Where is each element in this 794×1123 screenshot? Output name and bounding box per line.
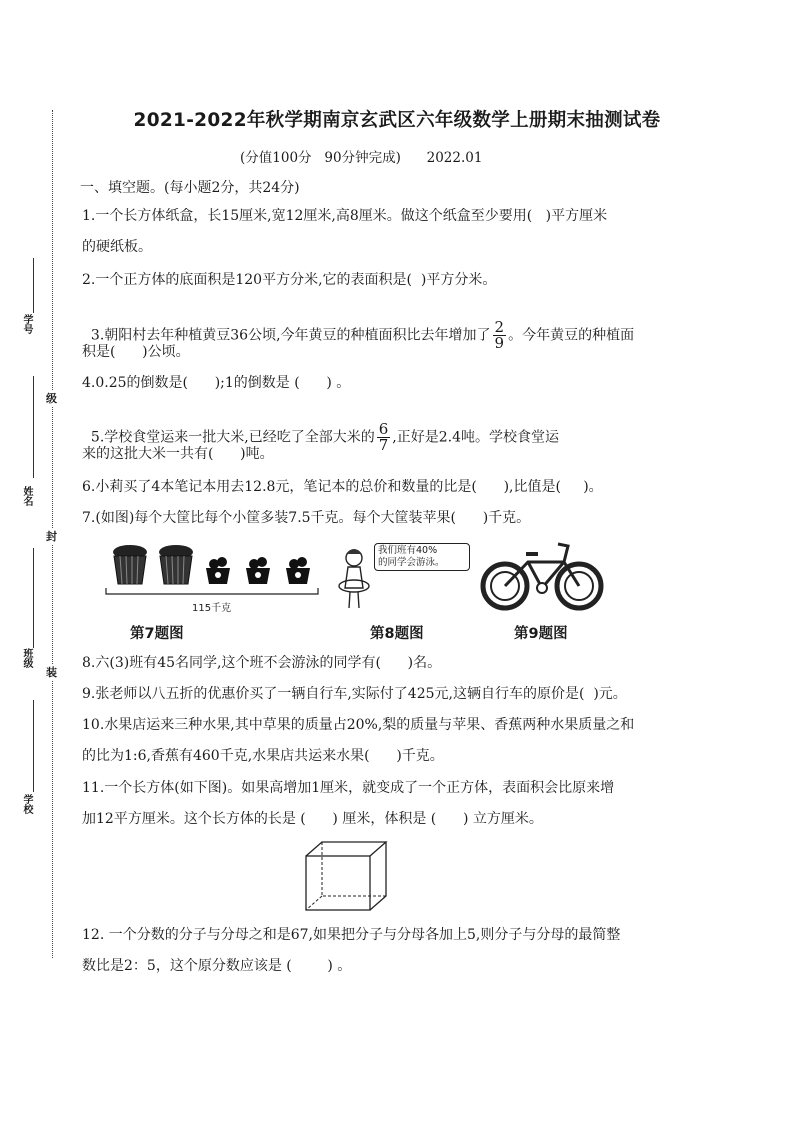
name-underline	[33, 376, 34, 478]
question-6: 6.小莉买了4本笔记本用去12.8元，笔记本的总价和数量的比是( ),比值是( )。	[82, 479, 603, 495]
figure-7-weight-label: 115千克	[192, 603, 232, 614]
question-5-text-before: 5.学校食堂运来一批大米,已经吃了全部大米的	[90, 429, 375, 446]
name-label: 姓名	[21, 486, 32, 506]
question-3-fraction	[493, 320, 507, 351]
question-1-line-1: 1.一个长方体纸盒，长15厘米,宽12厘米,高8厘米。做这个纸盒至少要用( )平方厘米	[82, 208, 608, 224]
question-3-text-before: 3.朝阳村去年种植黄豆36公顷,今年黄豆的种植面积比去年增加了	[90, 327, 491, 344]
small-basket-icon	[246, 557, 270, 584]
fraction-numerator: 2	[494, 318, 505, 336]
question-12-line-2: 数比是2：5，这个原分数应该是 ( ) 。	[82, 958, 352, 974]
fraction-numerator: 6	[378, 420, 389, 438]
exam-title: 2021-2022年秋学期南京玄武区六年级数学上册期末抽测试卷	[133, 110, 661, 131]
class-underline	[33, 548, 34, 648]
fraction-denominator: 7	[378, 436, 389, 454]
speech-bubble	[374, 543, 470, 571]
question-11-cuboid-figure	[302, 838, 390, 914]
question-1-line-2: 的硬纸板。	[82, 239, 152, 255]
question-3-text-after: 。今年黄豆的种植面	[508, 327, 635, 344]
figure-8-caption: 第8题图	[370, 626, 424, 642]
seal-char-feng: 封	[46, 530, 57, 543]
seal-char-ji: 级	[46, 392, 57, 405]
student-id-label: 学号	[21, 314, 32, 334]
big-basket-icon	[113, 545, 147, 584]
question-3-line-2: 积是( )公顷。	[82, 344, 190, 360]
figure-9-bicycle-icon	[478, 540, 606, 614]
student-id-underline	[33, 258, 34, 313]
small-basket-icon	[286, 557, 310, 584]
seal-char-zhuang: 装	[46, 666, 57, 679]
weight-brace	[106, 588, 318, 594]
speech-bubble-line-2: 的同学会游泳。	[378, 557, 445, 568]
question-2: 2.一个正方体的底面积是120平方分米,它的表面积是( )平方分米。	[82, 272, 497, 288]
question-12-line-1: 12. 一个分数的分子与分母之和是67,如果把分子与分母各加上5,则分子与分母的最简整	[82, 927, 621, 943]
question-10-line-2: 的比为1:6,香蕉有460千克,水果店共运来水果( )千克。	[82, 748, 444, 764]
exam-subtitle: (分值100分 90分钟完成) 2022.01	[240, 150, 483, 166]
question-5-fraction	[377, 422, 391, 453]
school-underline	[33, 700, 34, 792]
question-5-text-after: ,正好是2.4吨。学校食堂运	[392, 429, 559, 446]
question-8: 8.六(3)班有45名同学,这个班不会游泳的同学有( )名。	[82, 655, 442, 671]
question-11-line-1: 11.一个长方体(如下图)。如果高增加1厘米，就变成了一个正方体，表面积会比原来增	[82, 780, 615, 796]
section-heading: 一、填空题。(每小题2分，共24分)	[80, 180, 300, 196]
class-label: 班级	[21, 648, 32, 668]
figure-9-caption: 第9题图	[514, 626, 568, 642]
figure-7-caption: 第7题图	[130, 626, 184, 642]
fraction-denominator: 9	[494, 334, 505, 352]
school-label: 学校	[21, 794, 32, 814]
question-5-line-2: 来的这批大米一共有( )吨。	[82, 446, 274, 462]
small-basket-icon	[206, 557, 230, 584]
speech-bubble-line-1: 我们班有40%	[378, 545, 438, 556]
question-11-line-2: 加12平方厘米。这个长方体的长是 ( ) 厘米，体积是 ( ) 立方厘米。	[82, 811, 543, 827]
question-9: 9.张老师以八五折的优惠价买了一辆自行车,实际付了425元,这辆自行车的原价是( )元。	[82, 686, 627, 702]
question-7: 7.(如图)每个大筐比每个小筐多装7.5千克。每个大筐装苹果( )千克。	[82, 510, 531, 526]
question-10-line-1: 10.水果店运来三种水果,其中草果的质量占20%,梨的质量与苹果、香蕉两种水果质量之和	[82, 717, 635, 733]
big-basket-icon	[159, 545, 193, 584]
question-4: 4.0.25的倒数是( );1的倒数是 ( ) 。	[82, 375, 351, 391]
